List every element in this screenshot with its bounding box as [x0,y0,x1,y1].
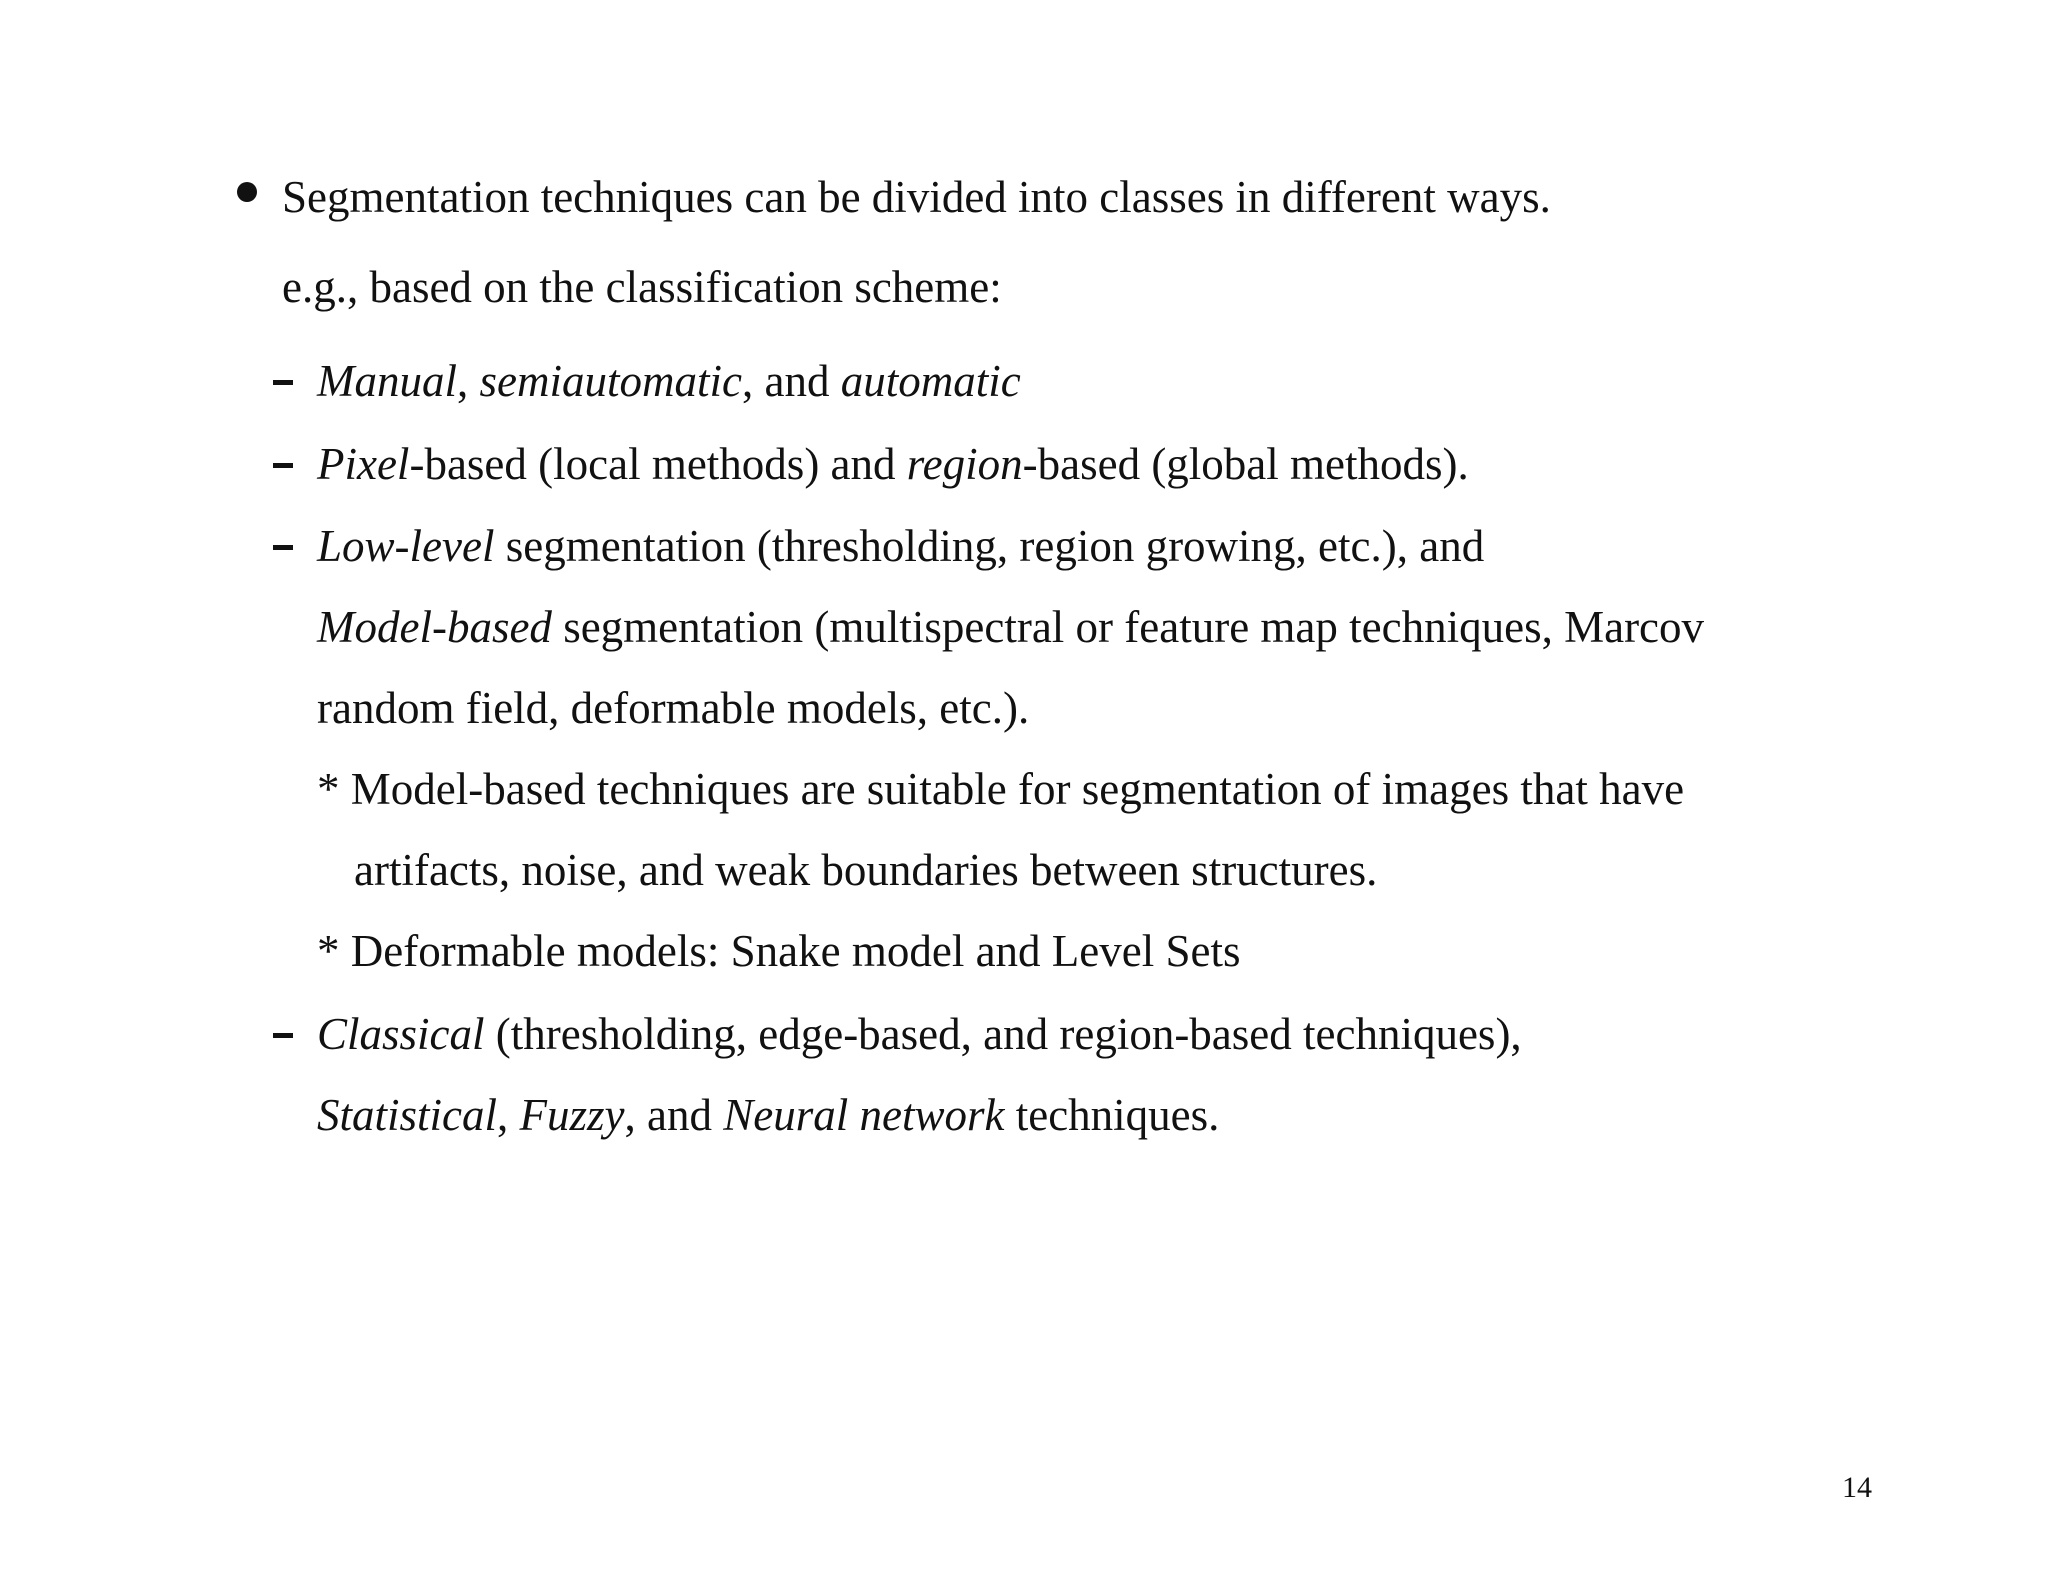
dash-icon [273,380,293,385]
dash-icon [273,463,293,468]
dash-icon [273,1033,293,1038]
list-item-1: Manual, semiautomatic, and automatic [317,356,1021,406]
list-item-3-line-3: random field, deformable models, etc.). [317,683,1030,733]
term-fuzzy: Fuzzy [519,1090,625,1140]
term-automatic: automatic [840,356,1021,406]
bullet-dot-icon [237,182,257,202]
note-2: * Deformable models: Snake model and Level Sets [317,926,1241,976]
list-item-3-line-1: Low-level segmentation (thresholding, region growing, etc.), and [317,521,1485,571]
term-semiautomatic: semiautomatic [479,356,742,406]
term-model-based: Model-based [317,602,552,652]
term-manual: Manual [317,356,457,406]
term-statistical: Statistical [317,1090,497,1140]
list-item-3-line-2: Model-based segmentation (multispectral or feature map techniques, Marcov [317,602,1705,652]
term-low-level: Low-level [317,521,495,571]
term-pixel: Pixel [317,439,410,489]
dash-icon [273,545,293,550]
list-item-2: Pixel-based (local methods) and region-based (global methods). [317,439,1469,489]
note-1-line-1: * Model-based techniques are suitable for segmentation of images that have [317,764,1685,814]
bullet-sub-text: e.g., based on the classification scheme: [282,262,1002,312]
term-classical: Classical [317,1009,485,1059]
list-item-4-line-1: Classical (thresholding, edge-based, and region-based techniques), [317,1009,1522,1059]
term-neural-network: Neural network [723,1090,1005,1140]
term-region: region [906,439,1023,489]
list-item-4-line-2: Statistical, Fuzzy, and Neural network techniques. [317,1090,1220,1140]
note-1-line-2: artifacts, noise, and weak boundaries between structures. [354,845,1378,895]
bullet-main-text: Segmentation techniques can be divided into classes in different ways. [282,172,1551,222]
page-number: 14 [1842,1471,1872,1504]
